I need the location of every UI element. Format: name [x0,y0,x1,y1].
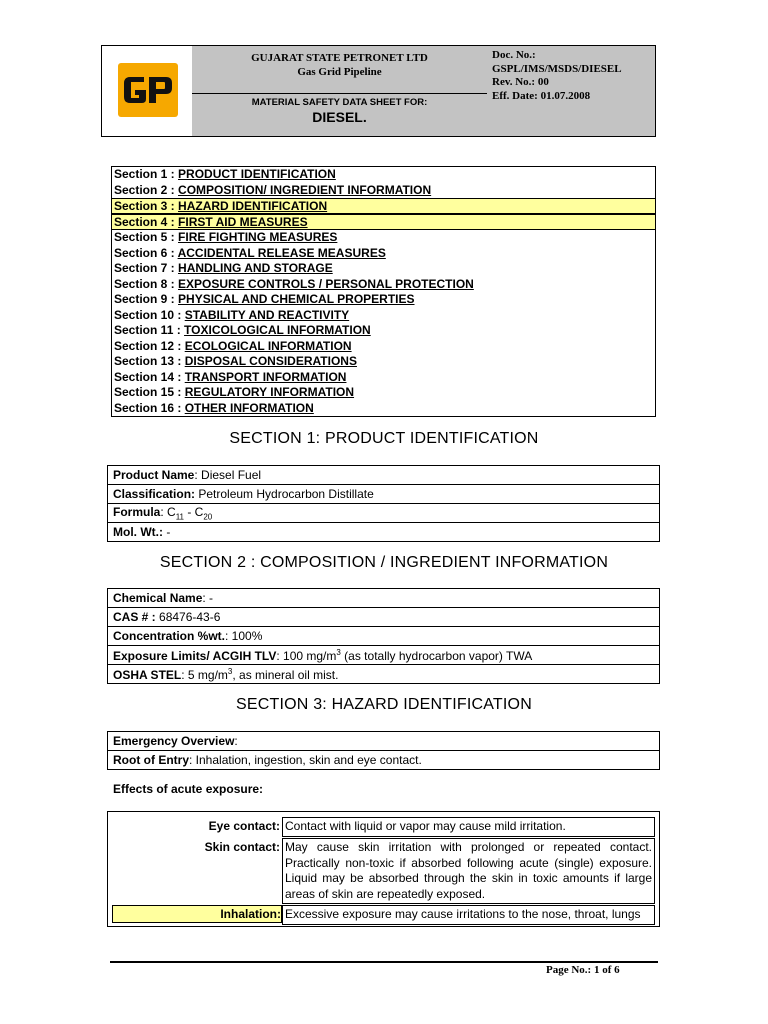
root-of-entry-label: Root of Entry [113,753,189,767]
concentration-value: : 100% [225,629,263,643]
section-index-link-8[interactable] [112,277,655,293]
section-index-link-13[interactable] [112,354,655,370]
skin-contact-label: Skin contact: [204,840,280,854]
section-index-prefix: Section 14 : [114,369,182,384]
gspl-logo [118,63,178,117]
section1-title: SECTION 1: PRODUCT IDENTIFICATION [229,430,539,447]
logo-cell [102,46,193,136]
table-row [108,504,660,523]
product-name-value: : Diesel Fuel [194,468,262,482]
exposure-limits-label: Exposure Limits/ ACGIH TLV [113,648,277,663]
section-index-link-2[interactable] [112,183,655,199]
skin-contact-value: May cause skin irritation with prolonged or repeated contact. Practically non-toxic if absorbed following acute (single) exposure. Liquid may be absorbed through the skin in toxic amounts if large areas of skin are repeatedly exposed. [282,838,655,904]
doc-no-label: Doc. No.: [492,49,536,61]
section-index-prefix: Section 2 : [114,182,175,197]
section-index-link-11[interactable] [112,323,655,339]
section-index-link-6[interactable] [112,246,655,262]
section-index-prefix: Section 9 : [114,292,175,306]
company-name: GUJARAT STATE PETRONET LTD [251,52,428,64]
msds-label: MATERIAL SAFETY DATA SHEET FOR: [251,97,428,108]
section-index-label: HAZARD IDENTIFICATION [178,199,328,213]
section-index-label: FIRST AID MEASURES [178,215,308,229]
table-row [108,589,660,608]
table-row [108,627,660,646]
eff-date: Eff. Date: 01.07.2008 [492,89,591,102]
section-index-label: COMPOSITION/ INGREDIENT INFORMATION [178,182,432,197]
document-header [101,45,656,137]
formula-label: Formula [113,505,161,519]
section-index-label: TRANSPORT INFORMATION [184,369,347,384]
acute-effects-table [107,811,660,927]
eye-contact-value: Contact with liquid or vapor may cause mild irritation. [282,817,655,837]
section-index-link-1[interactable] [112,167,655,183]
section-index-link-3[interactable] [112,198,655,214]
section-index-prefix: Section 6 : [114,245,175,260]
page-number: Page No.: 1 of 6 [546,964,620,976]
section-index-link-14[interactable] [112,370,655,386]
section-index-prefix: Section 7 : [114,261,175,275]
table-row [108,646,660,665]
section-index-label: ECOLOGICAL INFORMATION [184,338,352,353]
table-row [108,732,660,751]
footer-rule [110,961,658,963]
section-index-label: FIRE FIGHTING MEASURES [178,230,338,244]
table-row [108,485,660,504]
section2-title: SECTION 2 : COMPOSITION / INGREDIENT INFORMATION [159,554,609,571]
section-index-label: DISPOSAL CONSIDERATIONS [184,354,357,368]
section-index-prefix: Section 15 : [114,385,182,399]
molwt-value: - [162,525,171,540]
section-index-label: PRODUCT IDENTIFICATION [178,167,336,181]
section-index-link-4[interactable] [112,214,655,230]
rev-no: Rev. No.: 00 [492,76,549,88]
section-index-label: ACCIDENTAL RELEASE MEASURES [177,245,386,260]
inhalation-label: Inhalation: [112,905,282,923]
section-index-link-5[interactable] [112,230,655,246]
section-index-label: REGULATORY INFORMATION [184,385,355,399]
eye-contact-row [112,817,655,835]
section-index-prefix: Section 5 : [114,230,175,244]
skin-contact-row [112,838,655,904]
header-divider [192,93,487,94]
section-index-label: TOXICOLOGICAL INFORMATION [184,323,371,337]
table-row [108,665,660,684]
classification-label: Classification: [113,487,196,501]
section-index-prefix: Section 16 : [114,400,182,415]
eye-contact-label: Eye contact: [208,819,280,833]
division-name: Gas Grid Pipeline [297,66,382,78]
section-index-label: OTHER INFORMATION [184,400,314,415]
section-index-link-12[interactable] [112,339,655,355]
inhalation-value: Excessive exposure may cause irritations to the nose, throat, lungs [282,905,655,925]
section-index-prefix: Section 4 : [114,215,175,229]
osha-stel-value: : 5 $mg/m^3$, as mineral oil mist. [181,666,339,682]
section-index-link-9[interactable] [112,292,655,308]
section-index-label: PHYSICAL AND CHEMICAL PROPERTIES [178,292,415,306]
acute-effects-title: Effects of acute exposure: [113,782,264,796]
section-index-link-16[interactable] [112,401,655,417]
emergency-overview-label: Emergency Overview [113,734,235,748]
section-index-link-15[interactable] [112,385,655,401]
section-index-prefix: Section 12 : [114,338,182,353]
emergency-overview-value: : [234,734,238,748]
table-row [108,608,660,627]
section-index-link-7[interactable] [112,261,655,277]
concentration-label: Concentration %wt. [113,629,226,643]
section-index-link-10[interactable] [112,308,655,324]
section-index-prefix: Section 8 : [114,276,175,291]
formula-value: : $C_{11} - C_{20}$ [160,505,213,522]
section-index-label: HANDLING AND STORAGE [178,261,333,275]
section-index [111,166,656,417]
hazard-table [107,731,660,770]
chemical-name-label: Chemical Name [113,591,203,605]
exposure-limits-value: : 100 $mg/m^3$ (as totally hydrocarbon vapor) TWA [276,647,533,663]
table-row [108,751,660,770]
root-of-entry-value: : Inhalation, ingestion, skin and eye contact. [189,753,422,767]
molwt-label: Mol. Wt.: [113,525,163,540]
cas-label: CAS # : [113,610,156,624]
product-identification-table [107,465,660,542]
section-index-prefix: Section 11 : [114,323,181,337]
section-index-prefix: Section 1 : [114,167,175,181]
section-index-label: EXPOSURE CONTROLS / PERSONAL PROTECTION [178,276,474,291]
classification-value: Petroleum Hydrocarbon Distillate [195,487,374,501]
product-title: DIESEL. [312,109,367,125]
inhalation-row [112,905,655,923]
doc-no: GSPL/IMS/MSDS/DIESEL [492,62,622,75]
product-name-label: Product Name [113,468,195,482]
header-title-block [192,46,488,136]
osha-stel-label: OSHA STEL [113,667,182,682]
section3-title: SECTION 3: HAZARD IDENTIFICATION [236,696,532,713]
cas-value: 68476-43-6 [155,610,221,624]
section-index-prefix: Section 13 : [114,354,182,368]
chemical-name-value: : - [202,591,214,605]
section-index-prefix: Section 3 : [114,199,175,213]
doc-info [487,46,655,136]
table-row [108,466,660,485]
table-row [108,523,660,542]
section-index-label: STABILITY AND REACTIVITY [184,307,350,322]
section-index-prefix: Section 10 : [114,307,182,322]
composition-table [107,588,660,684]
